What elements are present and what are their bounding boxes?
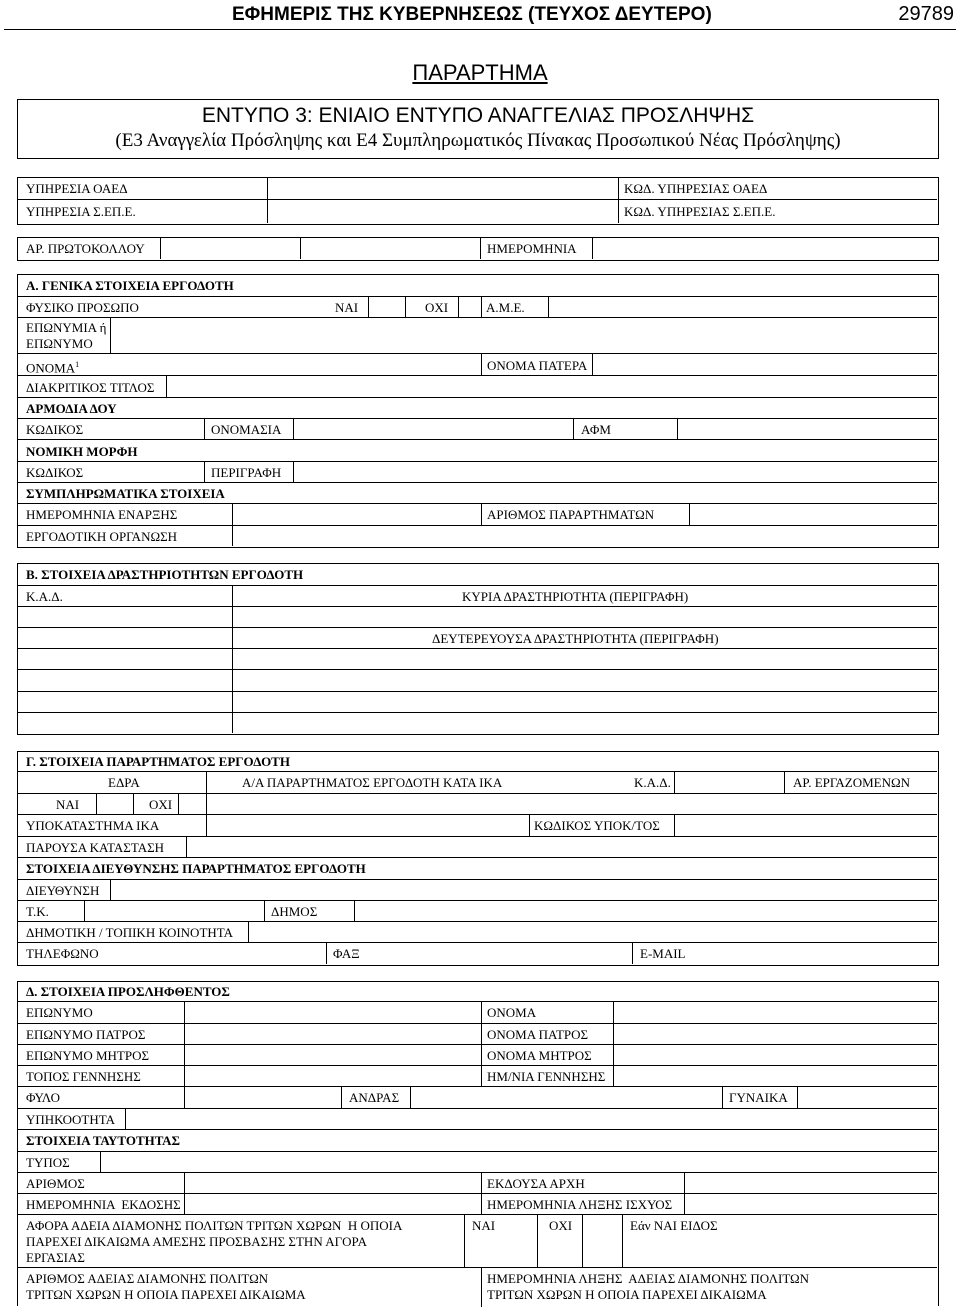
oaed-value-field[interactable] bbox=[268, 178, 617, 198]
surname-label: ΕΠΩΝΥΜΟ bbox=[26, 1005, 93, 1020]
employees-label: ΑΡ. ΕΡΓΑΖΟΜΕΝΩΝ bbox=[793, 775, 911, 790]
id-expiry-date-label: ΗΜΕΡΟΜΗΝΙΑ ΛΗΞΗΣ ΙΣΧΥΟΣ bbox=[487, 1197, 673, 1212]
page-number: 29789 bbox=[898, 3, 954, 25]
secondary-activity-row-4[interactable] bbox=[18, 713, 936, 732]
email-label: E-MAIL bbox=[640, 946, 686, 961]
legal-form-description-label: ΠΕΡΙΓΡΑΦΗ bbox=[211, 465, 282, 480]
permit-number-label-1: ΑΡΙΘΜΟΣ ΑΔΕΙΑΣ ΔΙΑΜΟΝΗΣ ΠΟΛΙΤΩΝ bbox=[26, 1271, 269, 1286]
company-name-field[interactable] bbox=[111, 318, 936, 352]
tax-office-label: ΑΡΜΟΔΙΑ ΔΟΥ bbox=[26, 401, 117, 416]
secondary-activity-label: ΔΕΥΤΕΡΕΥΟΥΣΑ ΔΡΑΣΤΗΡΙΟΤΗΤΑ (ΠΕΡΙΓΡΑΦΗ) bbox=[432, 631, 719, 646]
id-title: ΣΤΟΙΧΕΙΑ ΤΑΥΤΟΤΗΤΑΣ bbox=[26, 1133, 181, 1148]
community-label: ΔΗΜΟΤΙΚΗ / ΤΟΠΙΚΗ ΚΟΙΝΟΤΗΤΑ bbox=[26, 925, 234, 940]
permit-expiry-label-1: ΗΜΕΡΟΜΗΝΙΑ ΛΗΞΗΣ ΑΔΕΙΑΣ ΔΙΑΜΟΝΗΣ ΠΟΛΙΤΩΝ bbox=[487, 1271, 810, 1286]
footnote-marker: 1 bbox=[75, 360, 80, 369]
seat-label: ΕΔΡΑ bbox=[108, 775, 140, 790]
employee-father-name-label: ΟΝΟΜΑ ΠΑΤΡΟΣ bbox=[487, 1027, 589, 1042]
gazette-title: ΕΦΗΜΕΡΙΣ ΤΗΣ ΚΥΒΕΡΝΗΣΕΩΣ (ΤΕΥΧΟΣ ΔΕΥΤΕΡΟ) bbox=[232, 4, 712, 25]
tax-office-code-label: ΚΩΔΙΚΟΣ bbox=[26, 422, 84, 437]
legal-form-code-label: ΚΩΔΙΚΟΣ bbox=[26, 465, 84, 480]
supplementary-label: ΣΥΜΠΛΗΡΩΜΑΤΙΚΑ ΣΤΟΙΧΕΙΑ bbox=[26, 486, 225, 501]
father-surname-label: ΕΠΩΝΥΜΟ ΠΑΤΡΟΣ bbox=[26, 1027, 146, 1042]
id-authority-label: ΕΚΔΟΥΣΑ ΑΡΧΗ bbox=[487, 1176, 585, 1191]
distinctive-title-field[interactable] bbox=[167, 376, 936, 396]
ika-branch-label: ΥΠΟΚΑΤΑΣΤΗΜΑ ΙΚΑ bbox=[26, 818, 160, 833]
header-rule bbox=[4, 29, 956, 30]
form-title: ΕΝΤΥΠΟ 3: ΕΝΙΑΙΟ ΕΝΤΥΠΟ ΑΝΑΓΓΕΛΙΑΣ ΠΡΟΣΛΗΨΗΣ bbox=[201, 104, 755, 127]
current-status-label: ΠΑΡΟΥΣΑ ΚΑΤΑΣΤΑΣΗ bbox=[26, 840, 165, 855]
permit-question-2: ΠΑΡΕΧΕΙ ΔΙΚΑΙΩΜΑ ΑΜΕΣΗΣ ΠΡΟΣΒΑΣΗΣ ΣΤΗΝ ΑΓΟΡΑ bbox=[26, 1234, 367, 1249]
permit-question-1: ΑΦΟΡΑ ΑΔΕΙΑ ΔΙΑΜΟΝΗΣ ΠΟΛΙΤΩΝ ΤΡΙΤΩΝ ΧΩΡΩΝ Η ΟΠΟΙΑ bbox=[26, 1218, 403, 1233]
mother-surname-label: ΕΠΩΝΥΜΟ ΜΗΤΡΟΣ bbox=[26, 1048, 150, 1063]
protocol-number-field[interactable] bbox=[161, 238, 479, 258]
legal-form-label: ΝΟΜΙΚΗ ΜΟΡΦΗ bbox=[26, 444, 138, 459]
sex-label: ΦΥΛΟ bbox=[26, 1090, 61, 1105]
id-type-label: ΤΥΠΟΣ bbox=[26, 1155, 70, 1170]
secondary-activity-row-2[interactable] bbox=[18, 670, 936, 690]
ame-field[interactable] bbox=[549, 297, 936, 316]
address-field[interactable] bbox=[111, 880, 936, 899]
ame-label: Α.Μ.Ε. bbox=[486, 300, 525, 315]
section-d-title: Δ. ΣΤΟΙΧΕΙΑ ΠΡΟΣΛΗΦΘΕΝΤΟΣ bbox=[26, 984, 230, 999]
father-name-label: ΟΝΟΜΑ ΠΑΤΕΡΑ bbox=[487, 358, 588, 373]
employer-org-label: ΕΡΓΟΔΟΤΙΚΗ ΟΡΓΑΝΩΣΗ bbox=[26, 529, 178, 544]
natural-person-no[interactable]: ΟΧΙ bbox=[425, 300, 449, 315]
name-label: ΟΝΟΜΑ$^1$ bbox=[26, 360, 80, 376]
main-activity-label: ΚΥΡΙΑ ΔΡΑΣΤΗΡΙΟΤΗΤΑ (ΠΕΡΙΓΡΑΦΗ) bbox=[462, 589, 689, 604]
postal-code-label: Τ.Κ. bbox=[26, 904, 49, 919]
branch-address-title: ΣΤΟΙΧΕΙΑ ΔΙΕΥΘΥΝΣΗΣ ΠΑΡΑΡΤΗΜΑΤΟΣ ΕΡΓΟΔΟΤΗ bbox=[26, 861, 366, 876]
main-activity-row[interactable] bbox=[18, 607, 936, 626]
page-header bbox=[0, 0, 960, 30]
permit-yes[interactable]: ΝΑΙ bbox=[472, 1218, 496, 1233]
first-name-field[interactable] bbox=[18, 354, 480, 374]
service-sepe-label: ΥΠΗΡΕΣΙΑ Σ.ΕΠ.Ε. bbox=[26, 204, 136, 219]
permit-no[interactable]: ΟΧΙ bbox=[549, 1218, 573, 1233]
afm-label: ΑΦΜ bbox=[581, 422, 611, 437]
address-label: ΔΙΕΥΘΥΝΣΗ bbox=[26, 883, 100, 898]
id-number-label: ΑΡΙΘΜΟΣ bbox=[26, 1176, 85, 1191]
service-oaed-label: ΥΠΗΡΕΣΙΑ ΟΑΕΔ bbox=[26, 181, 128, 196]
form-title-box bbox=[17, 99, 939, 159]
permit-expiry-label-2: ΤΡΙΤΩΝ ΧΩΡΩΝ Η ΟΠΟΙΑ ΠΑΡΕΧΕΙ ΔΙΚΑΙΩΜΑ bbox=[487, 1287, 767, 1302]
permit-question-3: ΕΡΓΑΣΙΑΣ bbox=[26, 1250, 85, 1265]
sex-female[interactable]: ΓΥΝΑΙΚΑ bbox=[729, 1090, 788, 1105]
afm-field[interactable] bbox=[678, 419, 936, 438]
company-name-label-2: ΕΠΩΝΥΜΟ bbox=[26, 336, 93, 351]
id-issue-date-label: ΗΜΕΡΟΜΗΝΙΑ ΕΚΔΟΣΗΣ bbox=[26, 1197, 181, 1212]
seat-yes[interactable]: ΝΑΙ bbox=[56, 797, 80, 812]
natural-person-label: ΦΥΣΙΚΟ ΠΡΟΣΩΠΟ bbox=[26, 300, 139, 315]
community-field[interactable] bbox=[249, 922, 936, 941]
annex-title: ΠΑΡΑΡΤΗΜΑ bbox=[412, 60, 548, 85]
branches-count-field[interactable] bbox=[690, 504, 936, 524]
branches-count-label: ΑΡΙΘΜΟΣ ΠΑΡΑΡΤΗΜΑΤΩΝ bbox=[487, 507, 655, 522]
kad-label: Κ.Α.Δ. bbox=[26, 589, 63, 604]
sex-male[interactable]: ΑΝΔΡΑΣ bbox=[349, 1090, 400, 1105]
citizenship-label: ΥΠΗΚΟΟΤΗΤΑ bbox=[26, 1112, 116, 1127]
phone-label: ΤΗΛΕΦΩΝΟ bbox=[26, 946, 99, 961]
section-a-title: Α. ΓΕΝΙΚΑ ΣΤΟΙΧΕΙΑ ΕΡΓΟΔΟΤΗ bbox=[26, 278, 234, 293]
secondary-activity-row-3[interactable] bbox=[18, 692, 936, 711]
natural-person-yes[interactable]: ΝΑΙ bbox=[335, 300, 359, 315]
company-name-label-1: ΕΠΩΝΥΜΙΑ ή bbox=[26, 320, 107, 335]
distinctive-title-label: ΔΙΑΚΡΙΤΙΚΟΣ ΤΙΤΛΟΣ bbox=[26, 380, 155, 395]
service-oaed-code-label: ΚΩΔ. ΥΠΗΡΕΣΙΑΣ ΟΑΕΔ bbox=[624, 181, 768, 196]
ika-code-label: ΚΩΔΙΚΟΣ ΥΠΟΚ/ΤΟΣ bbox=[534, 818, 660, 833]
mother-name-label: ΟΝΟΜΑ ΜΗΤΡΟΣ bbox=[487, 1048, 592, 1063]
protocol-number-label: ΑΡ. ΠΡΩΤΟΚΟΛΛΟΥ bbox=[26, 241, 145, 256]
birthdate-label: ΗΜ/ΝΙΑ ΓΕΝΝΗΣΗΣ bbox=[487, 1069, 606, 1084]
permit-number-label-2: ΤΡΙΤΩΝ ΧΩΡΩΝ Η ΟΠΟΙΑ ΠΑΡΕΧΕΙ ΔΙΚΑΙΩΜΑ bbox=[26, 1287, 306, 1302]
section-c-title: Γ. ΣΤΟΙΧΕΙΑ ΠΑΡΑΡΤΗΜΑΤΟΣ ΕΡΓΟΔΟΤΗ bbox=[26, 754, 290, 769]
employee-name-label: ΟΝΟΜΑ bbox=[487, 1005, 537, 1020]
branch-number-label: Α/Α ΠΑΡΑΡΤΗΜΑΤΟΣ ΕΡΓΟΔΟΤΗ ΚΑΤΑ ΙΚΑ bbox=[242, 775, 503, 790]
fax-label: ΦΑΞ bbox=[333, 946, 360, 961]
protocol-date-field[interactable] bbox=[593, 238, 936, 258]
form-subtitle: (Ε3 Αναγγελία Πρόσληψης και Ε4 Συμπληρωματικός Πίνακας Προσωπικού Νέας Πρόσληψης) bbox=[115, 130, 841, 151]
protocol-date-label: ΗΜΕΡΟΜΗΝΙΑ bbox=[487, 241, 577, 256]
father-name-field[interactable] bbox=[593, 354, 936, 374]
branch-kad-label: Κ.Α.Δ. bbox=[634, 775, 671, 790]
seat-no[interactable]: ΟΧΙ bbox=[149, 797, 173, 812]
tax-office-naming-label: ΟΝΟΜΑΣΙΑ bbox=[211, 422, 282, 437]
permit-type-label: Εάν ΝΑΙ ΕΙΔΟΣ bbox=[630, 1218, 718, 1233]
start-date-label: ΗΜΕΡΟΜΗΝΙΑ ΕΝΑΡΞΗΣ bbox=[26, 507, 178, 522]
section-b-title: Β. ΣΤΟΙΧΕΙΑ ΔΡΑΣΤΗΡΙΟΤΗΤΩΝ ΕΡΓΟΔΟΤΗ bbox=[26, 567, 304, 582]
service-sepe-code-label: ΚΩΔ. ΥΠΗΡΕΣΙΑΣ Σ.ΕΠ.Ε. bbox=[624, 204, 776, 219]
birthplace-label: ΤΟΠΟΣ ΓΕΝΝΗΣΗΣ bbox=[26, 1069, 141, 1084]
secondary-activity-row-1[interactable] bbox=[18, 649, 936, 668]
sepe-value-field[interactable] bbox=[268, 200, 617, 222]
municipality-label: ΔΗΜΟΣ bbox=[271, 904, 318, 919]
